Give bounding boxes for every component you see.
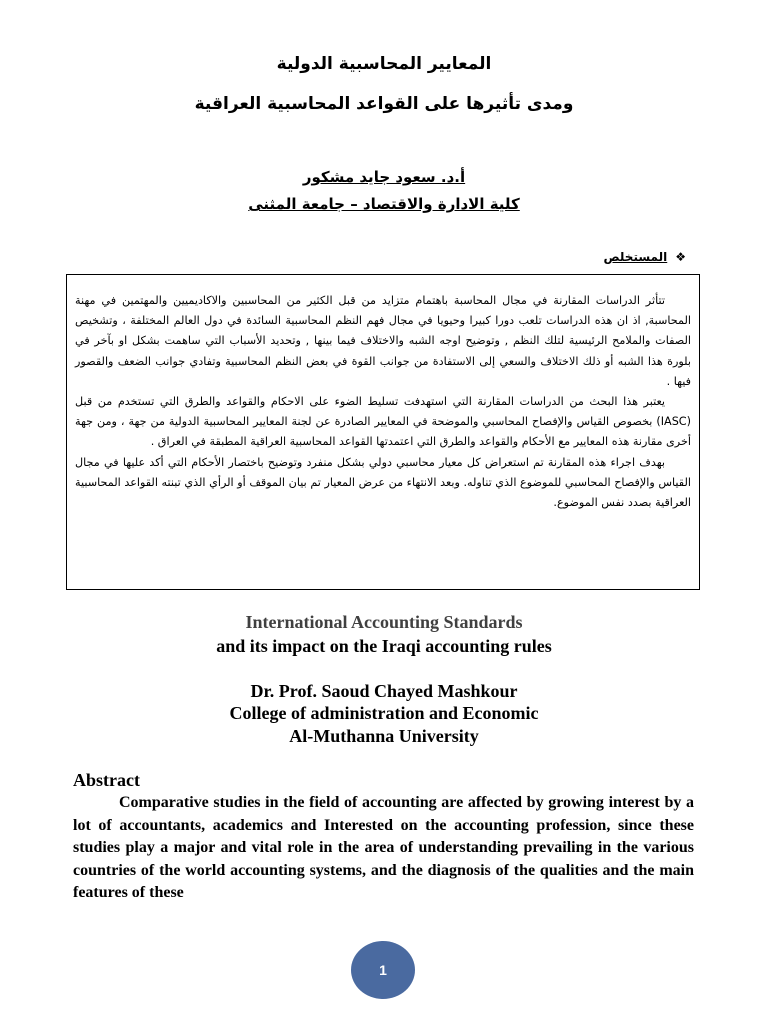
arabic-abstract-heading	[604, 250, 686, 264]
english-abstract-heading: Abstract	[73, 770, 140, 790]
arabic-abstract-box	[66, 274, 700, 590]
arabic-abstract-paragraph-3: بهدف اجراء هذه المقارنة تم استعراض كل معيار محاسبي دولي بشكل منفرد وتوضيح باختصار الأحكام التي أكد عليها في مجال القياس والإفصاح المحاسبي للموضوع الذي تناوله. وبعد الانتهاء من عرض المعيار تم بيان الموقف أو الرأي الذي تبنته القواعد المحاسبية العراقية بصدد نفس الموضوع.	[75, 455, 691, 510]
arabic-abstract-paragraph-2: يعتبر هذا البحث من الدراسات المقارنة التي استهدفت تسليط الضوء على الاحكام والقواعد والطرق التي تستخدم من قبل (IASC) بخصوص القياس والإفصاح المحاسبي والموضحة في المعايير الصادرة عن لجنة المعايير المحاسبية الدولية من جهة ، ومن جهة أخرى مقارنة هذه المعايير مع الأحكام والقواعد والطرق التي اعتمدتها القواعد المحاسبية العراقية المطبقة في العراق .	[75, 395, 691, 449]
arabic-abstract-label: المستخلص	[603, 250, 668, 264]
english-abstract-body: Comparative studies in the field of accounting are affected by growing interest by a lot of accountants, academics and Interested on the accounting profession, since these studies play a major and vital role in the area of understanding prevailing in the various countries of the world accounting systems, and the diagnosis of the qualities and the main features of these	[73, 794, 694, 901]
arabic-author: أ.د. سعود جايد مشكور	[302, 168, 466, 186]
english-university: Al-Muthanna University	[289, 726, 479, 746]
arabic-title-line2: ومدى تأثيرها على القواعد المحاسبية العراقية	[194, 94, 574, 114]
english-college: College of administration and Economic	[229, 703, 539, 723]
english-title-line2: and its impact on the Iraqi accounting rules	[216, 636, 552, 656]
english-title-line1: International Accounting Standards	[245, 612, 523, 632]
arabic-abstract-paragraph-1: تتأثر الدراسات المقارنة في مجال المحاسبة باهتمام متزايد من قبل الكثير من المحاسبين والاكاديميين والمهتمين في مهنة المحاسبة, اذ ان هذه الدراسات تلعب دورا كبيرا وحيويا في مجال فهم النظم المحاسبية السائدة في دول العالم المختلفة ، وتشخيص الصفات والملامح الرئيسية لتلك النظم , وتوضيح اوجه الشبه والاختلاف فيما بينها , وتحديد الأسباب التي ساهمت بشكل او بآخر في بلورة هذا الشبه أو ذلك الاختلاف والسعي إلى الاستفادة من جوانب القوة في بعض النظم المحاسبية وتفادي جوانب الضعف والقصور فيها .	[75, 294, 691, 388]
arabic-title-line1: المعايير المحاسبية الدولية	[276, 54, 492, 74]
arabic-college: كلية الادارة والاقتصاد – جامعة المثنى	[248, 195, 520, 213]
diamond-bullet-icon: ❖	[675, 250, 686, 264]
english-author: Dr. Prof. Saoud Chayed Mashkour	[250, 681, 518, 701]
page-number-badge: 1	[351, 941, 415, 999]
